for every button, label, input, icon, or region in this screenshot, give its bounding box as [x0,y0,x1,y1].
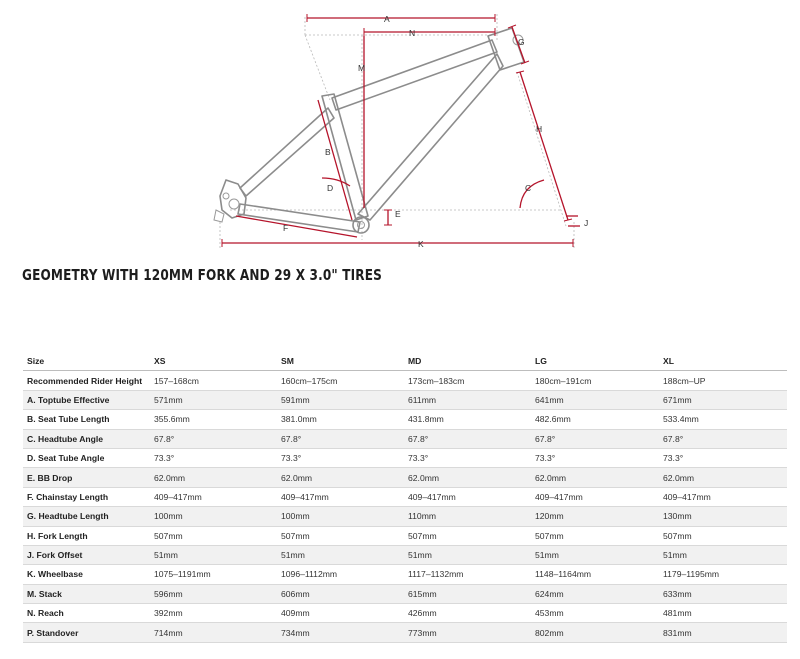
table-cell: 67.8° [277,429,404,448]
table-cell: 624mm [531,584,659,603]
column-header-lg: LG [531,352,659,371]
table-cell: 611mm [404,390,531,409]
table-cell: 381.0mm [277,410,404,429]
table-cell: 507mm [659,526,787,545]
table-row [23,429,787,448]
table-cell: 67.8° [659,429,787,448]
row-label: F. Chainstay Length [23,487,150,506]
column-header-sm: SM [277,352,404,371]
bike-geometry-diagram [0,0,800,258]
row-label: P. Standover [23,623,150,642]
table-cell: 507mm [277,526,404,545]
row-label: E. BB Drop [23,468,150,487]
table-cell: 157–168cm [150,371,277,390]
table-row [23,584,787,603]
table-cell: 1148–1164mm [531,565,659,584]
table-cell: 392mm [150,604,277,623]
label-f: F [283,223,289,233]
row-label: N. Reach [23,604,150,623]
table-cell: 62.0mm [150,468,277,487]
column-header-size: Size [23,352,150,371]
table-cell: 409–417mm [150,487,277,506]
table-cell: 51mm [404,545,531,564]
table-cell: 482.6mm [531,410,659,429]
bike-frame [214,28,524,233]
table-cell: 73.3° [277,448,404,467]
table-cell: 180cm–191cm [531,371,659,390]
table-header-row [23,352,787,371]
table-cell: 51mm [659,545,787,564]
table-cell: 831mm [659,623,787,642]
table-cell: 671mm [659,390,787,409]
row-label: J. Fork Offset [23,545,150,564]
table-cell: 73.3° [404,448,531,467]
label-n: N [409,28,416,38]
table-cell: 62.0mm [277,468,404,487]
table-cell: 641mm [531,390,659,409]
table-cell: 596mm [150,584,277,603]
row-label: G. Headtube Length [23,507,150,526]
label-j: J [584,218,589,228]
dimension-lines [222,14,580,247]
column-header-md: MD [404,352,531,371]
label-d: D [327,183,334,193]
table-cell: 51mm [150,545,277,564]
table-body [23,371,787,642]
label-b: B [325,147,331,157]
table-cell: 62.0mm [531,468,659,487]
label-h: H [536,124,543,134]
table-cell: 51mm [277,545,404,564]
label-e: E [395,209,401,219]
table-row [23,371,787,390]
table-cell: 591mm [277,390,404,409]
table-cell: 606mm [277,584,404,603]
row-label: A. Toptube Effective [23,390,150,409]
table-cell: 453mm [531,604,659,623]
page-title: GEOMETRY WITH 120MM FORK AND 29 X 3.0" TIRES [22,266,383,284]
table-cell: 426mm [404,604,531,623]
table-row [23,468,787,487]
table-cell: 355.6mm [150,410,277,429]
label-c: C [525,183,532,193]
row-label: Recommended Rider Height [23,371,150,390]
dimension-labels [283,14,588,249]
table-cell: 173cm–183cm [404,371,531,390]
table-row [23,448,787,467]
table-cell: 110mm [404,507,531,526]
row-label: C. Headtube Angle [23,429,150,448]
table-row [23,565,787,584]
label-a: A [384,14,390,24]
row-label: M. Stack [23,584,150,603]
table-cell: 1179–1195mm [659,565,787,584]
table-cell: 409–417mm [277,487,404,506]
table-cell: 533.4mm [659,410,787,429]
table-cell: 481mm [659,604,787,623]
table-cell: 73.3° [531,448,659,467]
table-cell: 62.0mm [404,468,531,487]
table-cell: 67.8° [531,429,659,448]
geometry-table [23,352,787,643]
table-cell: 100mm [150,507,277,526]
table-row [23,410,787,429]
table-cell: 130mm [659,507,787,526]
table-row [23,526,787,545]
table-cell: 73.3° [150,448,277,467]
label-g: G [518,37,525,47]
table-cell: 120mm [531,507,659,526]
table-cell: 160cm–175cm [277,371,404,390]
table-cell: 507mm [404,526,531,545]
table-cell: 1096–1112mm [277,565,404,584]
table-cell: 773mm [404,623,531,642]
table-row [23,623,787,642]
label-k: K [418,239,424,249]
table-cell: 1075–1191mm [150,565,277,584]
table-cell: 409–417mm [659,487,787,506]
row-label: H. Fork Length [23,526,150,545]
row-label: B. Seat Tube Length [23,410,150,429]
table-cell: 734mm [277,623,404,642]
row-label: D. Seat Tube Angle [23,448,150,467]
table-cell: 1117–1132mm [404,565,531,584]
table-row [23,487,787,506]
table-cell: 431.8mm [404,410,531,429]
table-row [23,390,787,409]
column-header-xl: XL [659,352,787,371]
table-cell: 73.3° [659,448,787,467]
table-cell: 507mm [531,526,659,545]
table-cell: 409mm [277,604,404,623]
table-cell: 51mm [531,545,659,564]
table-cell: 409–417mm [404,487,531,506]
table-cell: 507mm [150,526,277,545]
table-cell: 100mm [277,507,404,526]
table-row [23,507,787,526]
table-row [23,545,787,564]
table-cell: 615mm [404,584,531,603]
table-row [23,604,787,623]
table-cell: 409–417mm [531,487,659,506]
table-cell: 571mm [150,390,277,409]
table-cell: 67.8° [150,429,277,448]
row-label: K. Wheelbase [23,565,150,584]
column-header-xs: XS [150,352,277,371]
table-cell: 714mm [150,623,277,642]
table-cell: 62.0mm [659,468,787,487]
table-cell: 188cm–UP [659,371,787,390]
table-cell: 633mm [659,584,787,603]
label-m: M [358,63,366,73]
table-cell: 67.8° [404,429,531,448]
table-cell: 802mm [531,623,659,642]
